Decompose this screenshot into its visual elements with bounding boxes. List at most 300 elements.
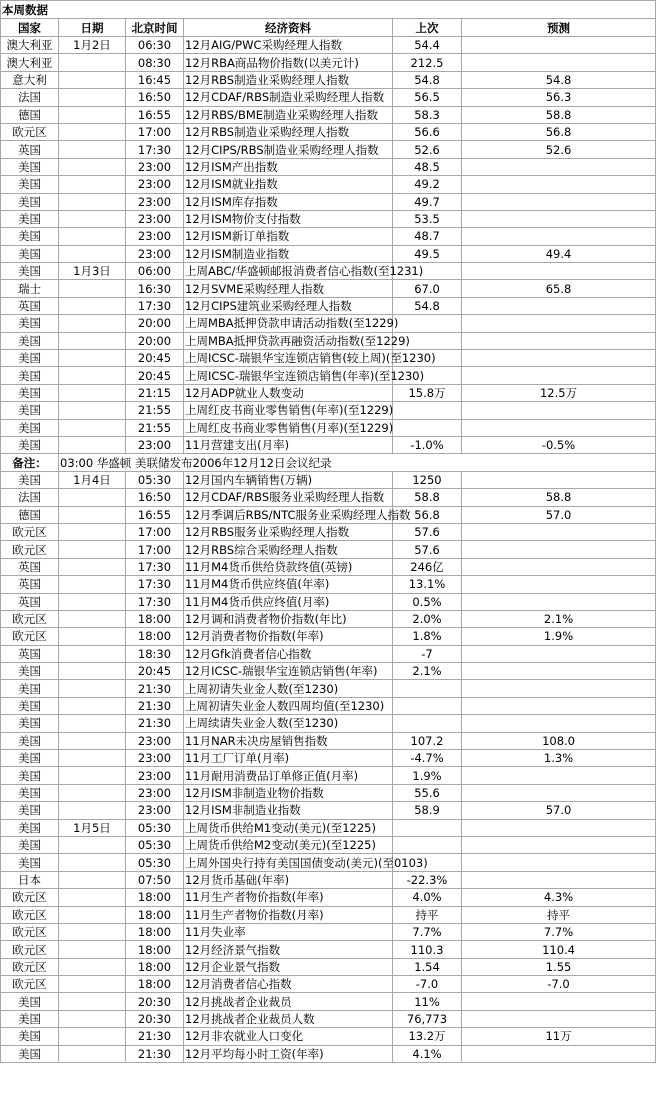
table-row bbox=[1, 367, 656, 384]
table-row bbox=[1, 193, 656, 210]
cell-date bbox=[59, 976, 126, 993]
cell-forecast: 7.7% bbox=[462, 923, 656, 940]
cell-time: 18:00 bbox=[126, 976, 184, 993]
cell-time: 23:00 bbox=[126, 158, 184, 175]
cell-indicator: 12月SVME采购经理人指数 bbox=[184, 280, 393, 297]
cell-country: 美国 bbox=[1, 210, 59, 227]
table-row bbox=[1, 210, 656, 227]
table-row bbox=[1, 993, 656, 1010]
cell-forecast: -7.0 bbox=[462, 976, 656, 993]
cell-previous: -7.0 bbox=[393, 976, 462, 993]
cell-previous: 107.2 bbox=[393, 732, 462, 749]
header-date: 日期 bbox=[59, 19, 126, 37]
cell-forecast bbox=[462, 523, 656, 540]
table-row bbox=[1, 645, 656, 662]
cell-date bbox=[59, 436, 126, 453]
cell-date bbox=[59, 141, 126, 158]
cell-indicator: 12月RBS服务业采购经理人指数 bbox=[184, 523, 393, 540]
cell-time: 21:30 bbox=[126, 715, 184, 732]
cell-indicator: 12月CDAF/RBS制造业采购经理人指数 bbox=[184, 89, 393, 106]
cell-forecast bbox=[462, 54, 656, 71]
cell-date bbox=[59, 245, 126, 262]
cell-date bbox=[59, 384, 126, 401]
table-row bbox=[1, 350, 656, 367]
cell-date bbox=[59, 1028, 126, 1045]
cell-time: 23:00 bbox=[126, 193, 184, 210]
cell-forecast: 1.9% bbox=[462, 628, 656, 645]
cell-previous: 67.0 bbox=[393, 280, 462, 297]
cell-indicator: 12月ISM库存指数 bbox=[184, 193, 393, 210]
table-row bbox=[1, 54, 656, 71]
cell-indicator: 12月AIG/PWC采购经理人指数 bbox=[184, 37, 393, 54]
cell-country: 美国 bbox=[1, 350, 59, 367]
cell-previous: 58.9 bbox=[393, 802, 462, 819]
cell-time: 08:30 bbox=[126, 54, 184, 71]
cell-country: 美国 bbox=[1, 402, 59, 419]
cell-forecast: 56.3 bbox=[462, 89, 656, 106]
cell-date bbox=[59, 663, 126, 680]
cell-indicator: 12月ISM非制造业指数 bbox=[184, 802, 393, 819]
cell-indicator: 12月挑战者企业裁员人数 bbox=[184, 1010, 393, 1027]
cell-previous: -1.0% bbox=[393, 436, 462, 453]
remark-section bbox=[1, 454, 656, 471]
cell-time: 21:55 bbox=[126, 402, 184, 419]
cell-previous: 56.6 bbox=[393, 123, 462, 140]
cell-indicator: 11月耐用消费品订单修正值(月率) bbox=[184, 767, 393, 784]
cell-previous: 持平 bbox=[393, 906, 462, 923]
cell-indicator: 上周MBA抵押贷款申请活动指数(至1229) bbox=[185, 316, 399, 331]
cell-country: 欧元区 bbox=[1, 941, 59, 958]
cell-indicator: 12月ADP就业人数变动 bbox=[184, 384, 393, 401]
cell-country: 美国 bbox=[1, 663, 59, 680]
cell-forecast: 1.55 bbox=[462, 958, 656, 975]
cell-forecast: 54.8 bbox=[462, 71, 656, 88]
table-row bbox=[1, 37, 656, 54]
table-row bbox=[1, 315, 656, 332]
cell-previous: 56.5 bbox=[393, 89, 462, 106]
table-title-row bbox=[1, 1, 656, 19]
cell-country: 欧元区 bbox=[1, 906, 59, 923]
table-row bbox=[1, 680, 656, 697]
cell-forecast: 52.6 bbox=[462, 141, 656, 158]
cell-country: 澳大利亚 bbox=[1, 54, 59, 71]
header-row bbox=[1, 19, 656, 37]
table-row bbox=[1, 71, 656, 88]
cell-previous bbox=[393, 315, 462, 332]
cell-forecast bbox=[462, 593, 656, 610]
cell-forecast: 57.0 bbox=[462, 802, 656, 819]
cell-indicator: 11月M4货币供应终值(月率) bbox=[184, 593, 393, 610]
cell-indicator: 12月调和消费者物价指数(年比) bbox=[184, 610, 393, 627]
cell-country: 美国 bbox=[1, 332, 59, 349]
cell-previous: 2.0% bbox=[393, 610, 462, 627]
cell-previous: 4.0% bbox=[393, 889, 462, 906]
cell-time: 18:00 bbox=[126, 923, 184, 940]
table-row bbox=[1, 141, 656, 158]
cell-time: 17:30 bbox=[126, 297, 184, 314]
cell-previous: 54.8 bbox=[393, 71, 462, 88]
cell-date bbox=[59, 802, 126, 819]
cell-indicator: 12月ISM就业指数 bbox=[184, 176, 393, 193]
cell-country: 欧元区 bbox=[1, 889, 59, 906]
cell-indicator: 上周外国央行持有美国国债变动(美元)(至0103) bbox=[185, 855, 428, 870]
cell-previous bbox=[393, 402, 462, 419]
cell-previous: 53.5 bbox=[393, 210, 462, 227]
cell-indicator: 上周初请失业金人数四周均值(至1230) bbox=[184, 697, 393, 714]
cell-country: 欧元区 bbox=[1, 541, 59, 558]
cell-date bbox=[59, 1010, 126, 1027]
cell-previous: 7.7% bbox=[393, 923, 462, 940]
cell-date bbox=[59, 506, 126, 523]
table-row bbox=[1, 767, 656, 784]
cell-previous: -7 bbox=[393, 645, 462, 662]
cell-previous: 13.1% bbox=[393, 576, 462, 593]
cell-date bbox=[59, 923, 126, 940]
cell-time: 23:00 bbox=[126, 732, 184, 749]
cell-date bbox=[59, 402, 126, 419]
cell-time: 21:55 bbox=[126, 419, 184, 436]
cell-country: 美国 bbox=[1, 680, 59, 697]
table-row bbox=[1, 384, 656, 401]
cell-forecast: 65.8 bbox=[462, 280, 656, 297]
header-beijing-time: 北京时间 bbox=[126, 19, 184, 37]
cell-previous: 13.2万 bbox=[393, 1028, 462, 1045]
cell-forecast bbox=[462, 402, 656, 419]
cell-date bbox=[59, 315, 126, 332]
cell-country: 法国 bbox=[1, 489, 59, 506]
header-country: 国家 bbox=[1, 19, 59, 37]
table-row bbox=[1, 663, 656, 680]
cell-time: 20:45 bbox=[126, 367, 184, 384]
table-row bbox=[1, 280, 656, 297]
cell-date bbox=[59, 523, 126, 540]
cell-forecast bbox=[462, 210, 656, 227]
table-row bbox=[1, 123, 656, 140]
cell-time: 17:30 bbox=[126, 141, 184, 158]
cell-time: 21:30 bbox=[126, 697, 184, 714]
cell-previous: 56.8 bbox=[393, 506, 462, 523]
cell-time: 17:00 bbox=[126, 123, 184, 140]
cell-forecast bbox=[462, 993, 656, 1010]
table-row bbox=[1, 802, 656, 819]
cell-forecast: 2.1% bbox=[462, 610, 656, 627]
cell-date bbox=[59, 193, 126, 210]
cell-previous: 54.8 bbox=[393, 297, 462, 314]
cell-time: 20:00 bbox=[126, 315, 184, 332]
cell-forecast bbox=[462, 297, 656, 314]
cell-date bbox=[59, 419, 126, 436]
cell-forecast bbox=[462, 332, 656, 349]
cell-previous: -4.7% bbox=[393, 750, 462, 767]
cell-country: 德国 bbox=[1, 506, 59, 523]
cell-country: 美国 bbox=[1, 1010, 59, 1027]
cell-indicator: 11月失业率 bbox=[184, 923, 393, 940]
cell-forecast bbox=[462, 558, 656, 575]
cell-previous: 1.9% bbox=[393, 767, 462, 784]
cell-date bbox=[59, 489, 126, 506]
cell-country: 英国 bbox=[1, 558, 59, 575]
cell-time: 18:00 bbox=[126, 958, 184, 975]
cell-time: 21:30 bbox=[126, 1045, 184, 1062]
table-row bbox=[1, 836, 656, 853]
cell-time: 18:00 bbox=[126, 628, 184, 645]
cell-country: 欧元区 bbox=[1, 958, 59, 975]
cell-forecast bbox=[462, 193, 656, 210]
table-row bbox=[1, 506, 656, 523]
table-row bbox=[1, 228, 656, 245]
cell-indicator: 12月ISM制造业指数 bbox=[184, 245, 393, 262]
table-row bbox=[1, 750, 656, 767]
cell-indicator: 上周红皮书商业零售销售(年率)(至1229) bbox=[185, 403, 394, 418]
rows-after-remark bbox=[1, 471, 656, 1062]
cell-time: 20:45 bbox=[126, 350, 184, 367]
cell-date bbox=[59, 332, 126, 349]
cell-indicator: 12月CDAF/RBS服务业采购经理人指数 bbox=[184, 489, 393, 506]
cell-time: 18:30 bbox=[126, 645, 184, 662]
cell-forecast bbox=[462, 367, 656, 384]
cell-time: 23:00 bbox=[126, 436, 184, 453]
cell-country: 英国 bbox=[1, 576, 59, 593]
table-row bbox=[1, 941, 656, 958]
cell-date bbox=[59, 610, 126, 627]
cell-country: 意大利 bbox=[1, 71, 59, 88]
cell-time: 23:00 bbox=[126, 228, 184, 245]
table-row bbox=[1, 628, 656, 645]
cell-country: 美国 bbox=[1, 993, 59, 1010]
table-row bbox=[1, 419, 656, 436]
cell-date bbox=[59, 906, 126, 923]
cell-forecast: 58.8 bbox=[462, 106, 656, 123]
cell-previous: 1.8% bbox=[393, 628, 462, 645]
cell-time: 05:30 bbox=[126, 854, 184, 871]
cell-previous: 246亿 bbox=[393, 558, 462, 575]
cell-indicator: 12月CIPS/RBS制造业采购经理人指数 bbox=[184, 141, 393, 158]
cell-time: 17:00 bbox=[126, 523, 184, 540]
table-row bbox=[1, 610, 656, 627]
cell-indicator: 11月营建支出(月率) bbox=[184, 436, 393, 453]
cell-previous: 48.7 bbox=[393, 228, 462, 245]
cell-date bbox=[59, 558, 126, 575]
table-row bbox=[1, 523, 656, 540]
cell-country: 美国 bbox=[1, 367, 59, 384]
cell-country: 美国 bbox=[1, 1045, 59, 1062]
cell-forecast: 1.3% bbox=[462, 750, 656, 767]
table-row bbox=[1, 715, 656, 732]
cell-forecast bbox=[462, 784, 656, 801]
cell-forecast bbox=[462, 854, 656, 871]
cell-previous: 55.6 bbox=[393, 784, 462, 801]
cell-time: 20:45 bbox=[126, 663, 184, 680]
cell-previous: 1250 bbox=[393, 471, 462, 488]
cell-country: 美国 bbox=[1, 819, 59, 836]
cell-previous bbox=[393, 680, 462, 697]
table-row bbox=[1, 593, 656, 610]
cell-forecast: 56.8 bbox=[462, 123, 656, 140]
cell-indicator: 12月消费者信心指数 bbox=[184, 976, 393, 993]
cell-indicator: 11月M4货币供应终值(年率) bbox=[184, 576, 393, 593]
cell-time: 05:30 bbox=[126, 819, 184, 836]
cell-indicator: 12月RBS制造业采购经理人指数 bbox=[184, 71, 393, 88]
cell-country: 德国 bbox=[1, 106, 59, 123]
table-row bbox=[1, 819, 656, 836]
cell-date bbox=[59, 54, 126, 71]
cell-time: 16:50 bbox=[126, 89, 184, 106]
cell-indicator: 11月生产者物价指数(年率) bbox=[184, 889, 393, 906]
cell-country: 澳大利亚 bbox=[1, 37, 59, 54]
cell-forecast bbox=[462, 541, 656, 558]
cell-indicator: 12月经济景气指数 bbox=[184, 941, 393, 958]
cell-country: 美国 bbox=[1, 245, 59, 262]
cell-date: 1月3日 bbox=[59, 263, 126, 280]
cell-forecast bbox=[462, 263, 656, 280]
cell-date bbox=[59, 576, 126, 593]
cell-previous: -22.3% bbox=[393, 871, 462, 888]
table-title: 本周数据 bbox=[1, 1, 656, 19]
cell-time: 23:00 bbox=[126, 176, 184, 193]
cell-previous: 48.5 bbox=[393, 158, 462, 175]
cell-forecast: -0.5% bbox=[462, 436, 656, 453]
table-row bbox=[1, 976, 656, 993]
cell-previous: 4.1% bbox=[393, 1045, 462, 1062]
cell-indicator: 上周续请失业金人数(至1230) bbox=[184, 715, 393, 732]
cell-date bbox=[59, 210, 126, 227]
cell-forecast bbox=[462, 645, 656, 662]
cell-time: 23:00 bbox=[126, 245, 184, 262]
cell-indicator: 12月企业景气指数 bbox=[184, 958, 393, 975]
cell-date bbox=[59, 993, 126, 1010]
cell-previous: 49.2 bbox=[393, 176, 462, 193]
cell-indicator: 12月RBS综合采购经理人指数 bbox=[184, 541, 393, 558]
cell-forecast: 4.3% bbox=[462, 889, 656, 906]
cell-previous bbox=[393, 836, 462, 853]
cell-country: 英国 bbox=[1, 645, 59, 662]
cell-country: 法国 bbox=[1, 89, 59, 106]
table-row bbox=[1, 906, 656, 923]
table-row bbox=[1, 402, 656, 419]
cell-time: 20:30 bbox=[126, 993, 184, 1010]
cell-date bbox=[59, 176, 126, 193]
cell-forecast bbox=[462, 350, 656, 367]
cell-indicator: 上周ABC/华盛顿邮报消费者信心指数(至1231) bbox=[185, 264, 424, 279]
cell-time: 17:30 bbox=[126, 576, 184, 593]
cell-time: 23:00 bbox=[126, 750, 184, 767]
cell-indicator: 12月挑战者企业裁员 bbox=[184, 993, 393, 1010]
cell-indicator: 12月ISM非制造业物价指数 bbox=[184, 784, 393, 801]
cell-previous bbox=[393, 419, 462, 436]
cell-forecast bbox=[462, 1010, 656, 1027]
table-row bbox=[1, 871, 656, 888]
cell-country: 美国 bbox=[1, 384, 59, 401]
cell-time: 18:00 bbox=[126, 941, 184, 958]
header-previous: 上次 bbox=[393, 19, 462, 37]
cell-time: 21:15 bbox=[126, 384, 184, 401]
cell-date bbox=[59, 889, 126, 906]
cell-country: 美国 bbox=[1, 419, 59, 436]
cell-forecast bbox=[462, 576, 656, 593]
cell-country: 美国 bbox=[1, 471, 59, 488]
cell-country: 美国 bbox=[1, 836, 59, 853]
table-row bbox=[1, 732, 656, 749]
cell-date bbox=[59, 680, 126, 697]
remark-row bbox=[1, 454, 656, 471]
cell-indicator: 12月平均每小时工资(年率) bbox=[184, 1045, 393, 1062]
cell-time: 18:00 bbox=[126, 610, 184, 627]
cell-date bbox=[59, 750, 126, 767]
cell-previous: 2.1% bbox=[393, 663, 462, 680]
cell-country: 美国 bbox=[1, 193, 59, 210]
cell-country: 英国 bbox=[1, 297, 59, 314]
cell-previous: 57.6 bbox=[393, 523, 462, 540]
cell-indicator: 上周红皮书商业零售销售(月率)(至1229) bbox=[185, 420, 394, 435]
cell-date bbox=[59, 854, 126, 871]
cell-date bbox=[59, 541, 126, 558]
table-row bbox=[1, 541, 656, 558]
cell-indicator: 12月ISM物价支付指数 bbox=[184, 210, 393, 227]
cell-forecast bbox=[462, 767, 656, 784]
cell-date bbox=[59, 628, 126, 645]
cell-time: 23:00 bbox=[126, 784, 184, 801]
cell-time: 05:30 bbox=[126, 471, 184, 488]
cell-time: 20:30 bbox=[126, 1010, 184, 1027]
cell-forecast: 58.8 bbox=[462, 489, 656, 506]
table-row bbox=[1, 245, 656, 262]
cell-indicator: 12月货币基础(年率) bbox=[184, 871, 393, 888]
cell-forecast bbox=[462, 715, 656, 732]
cell-date: 1月2日 bbox=[59, 37, 126, 54]
cell-time: 23:00 bbox=[126, 767, 184, 784]
cell-indicator: 11月生产者物价指数(月率) bbox=[184, 906, 393, 923]
cell-date bbox=[59, 106, 126, 123]
cell-indicator: 上周初请失业金人数(至1230) bbox=[184, 680, 393, 697]
remark-label: 备注： bbox=[1, 454, 59, 471]
cell-forecast bbox=[462, 228, 656, 245]
cell-forecast: 110.4 bbox=[462, 941, 656, 958]
cell-forecast bbox=[462, 37, 656, 54]
cell-previous: 11% bbox=[393, 993, 462, 1010]
cell-country: 美国 bbox=[1, 750, 59, 767]
cell-time: 21:30 bbox=[126, 680, 184, 697]
cell-country: 欧元区 bbox=[1, 523, 59, 540]
cell-forecast bbox=[462, 1045, 656, 1062]
cell-date bbox=[59, 123, 126, 140]
cell-country: 美国 bbox=[1, 315, 59, 332]
cell-country: 美国 bbox=[1, 697, 59, 714]
cell-date bbox=[59, 228, 126, 245]
cell-forecast: 持平 bbox=[462, 906, 656, 923]
cell-date bbox=[59, 697, 126, 714]
cell-date bbox=[59, 767, 126, 784]
header-forecast: 预测 bbox=[462, 19, 656, 37]
cell-time: 17:00 bbox=[126, 541, 184, 558]
cell-previous bbox=[393, 819, 462, 836]
cell-country: 欧元区 bbox=[1, 923, 59, 940]
cell-indicator: 上周货币供给M2变动(美元)(至1225) bbox=[184, 836, 393, 853]
table-row bbox=[1, 89, 656, 106]
cell-previous: 52.6 bbox=[393, 141, 462, 158]
cell-forecast bbox=[462, 663, 656, 680]
cell-time: 16:45 bbox=[126, 71, 184, 88]
cell-date bbox=[59, 732, 126, 749]
cell-indicator: 上周货币供给M1变动(美元)(至1225) bbox=[184, 819, 393, 836]
cell-date bbox=[59, 836, 126, 853]
cell-date bbox=[59, 645, 126, 662]
cell-country: 美国 bbox=[1, 176, 59, 193]
cell-date bbox=[59, 958, 126, 975]
cell-time: 16:55 bbox=[126, 106, 184, 123]
cell-forecast: 11万 bbox=[462, 1028, 656, 1045]
table-row bbox=[1, 958, 656, 975]
cell-forecast bbox=[462, 419, 656, 436]
